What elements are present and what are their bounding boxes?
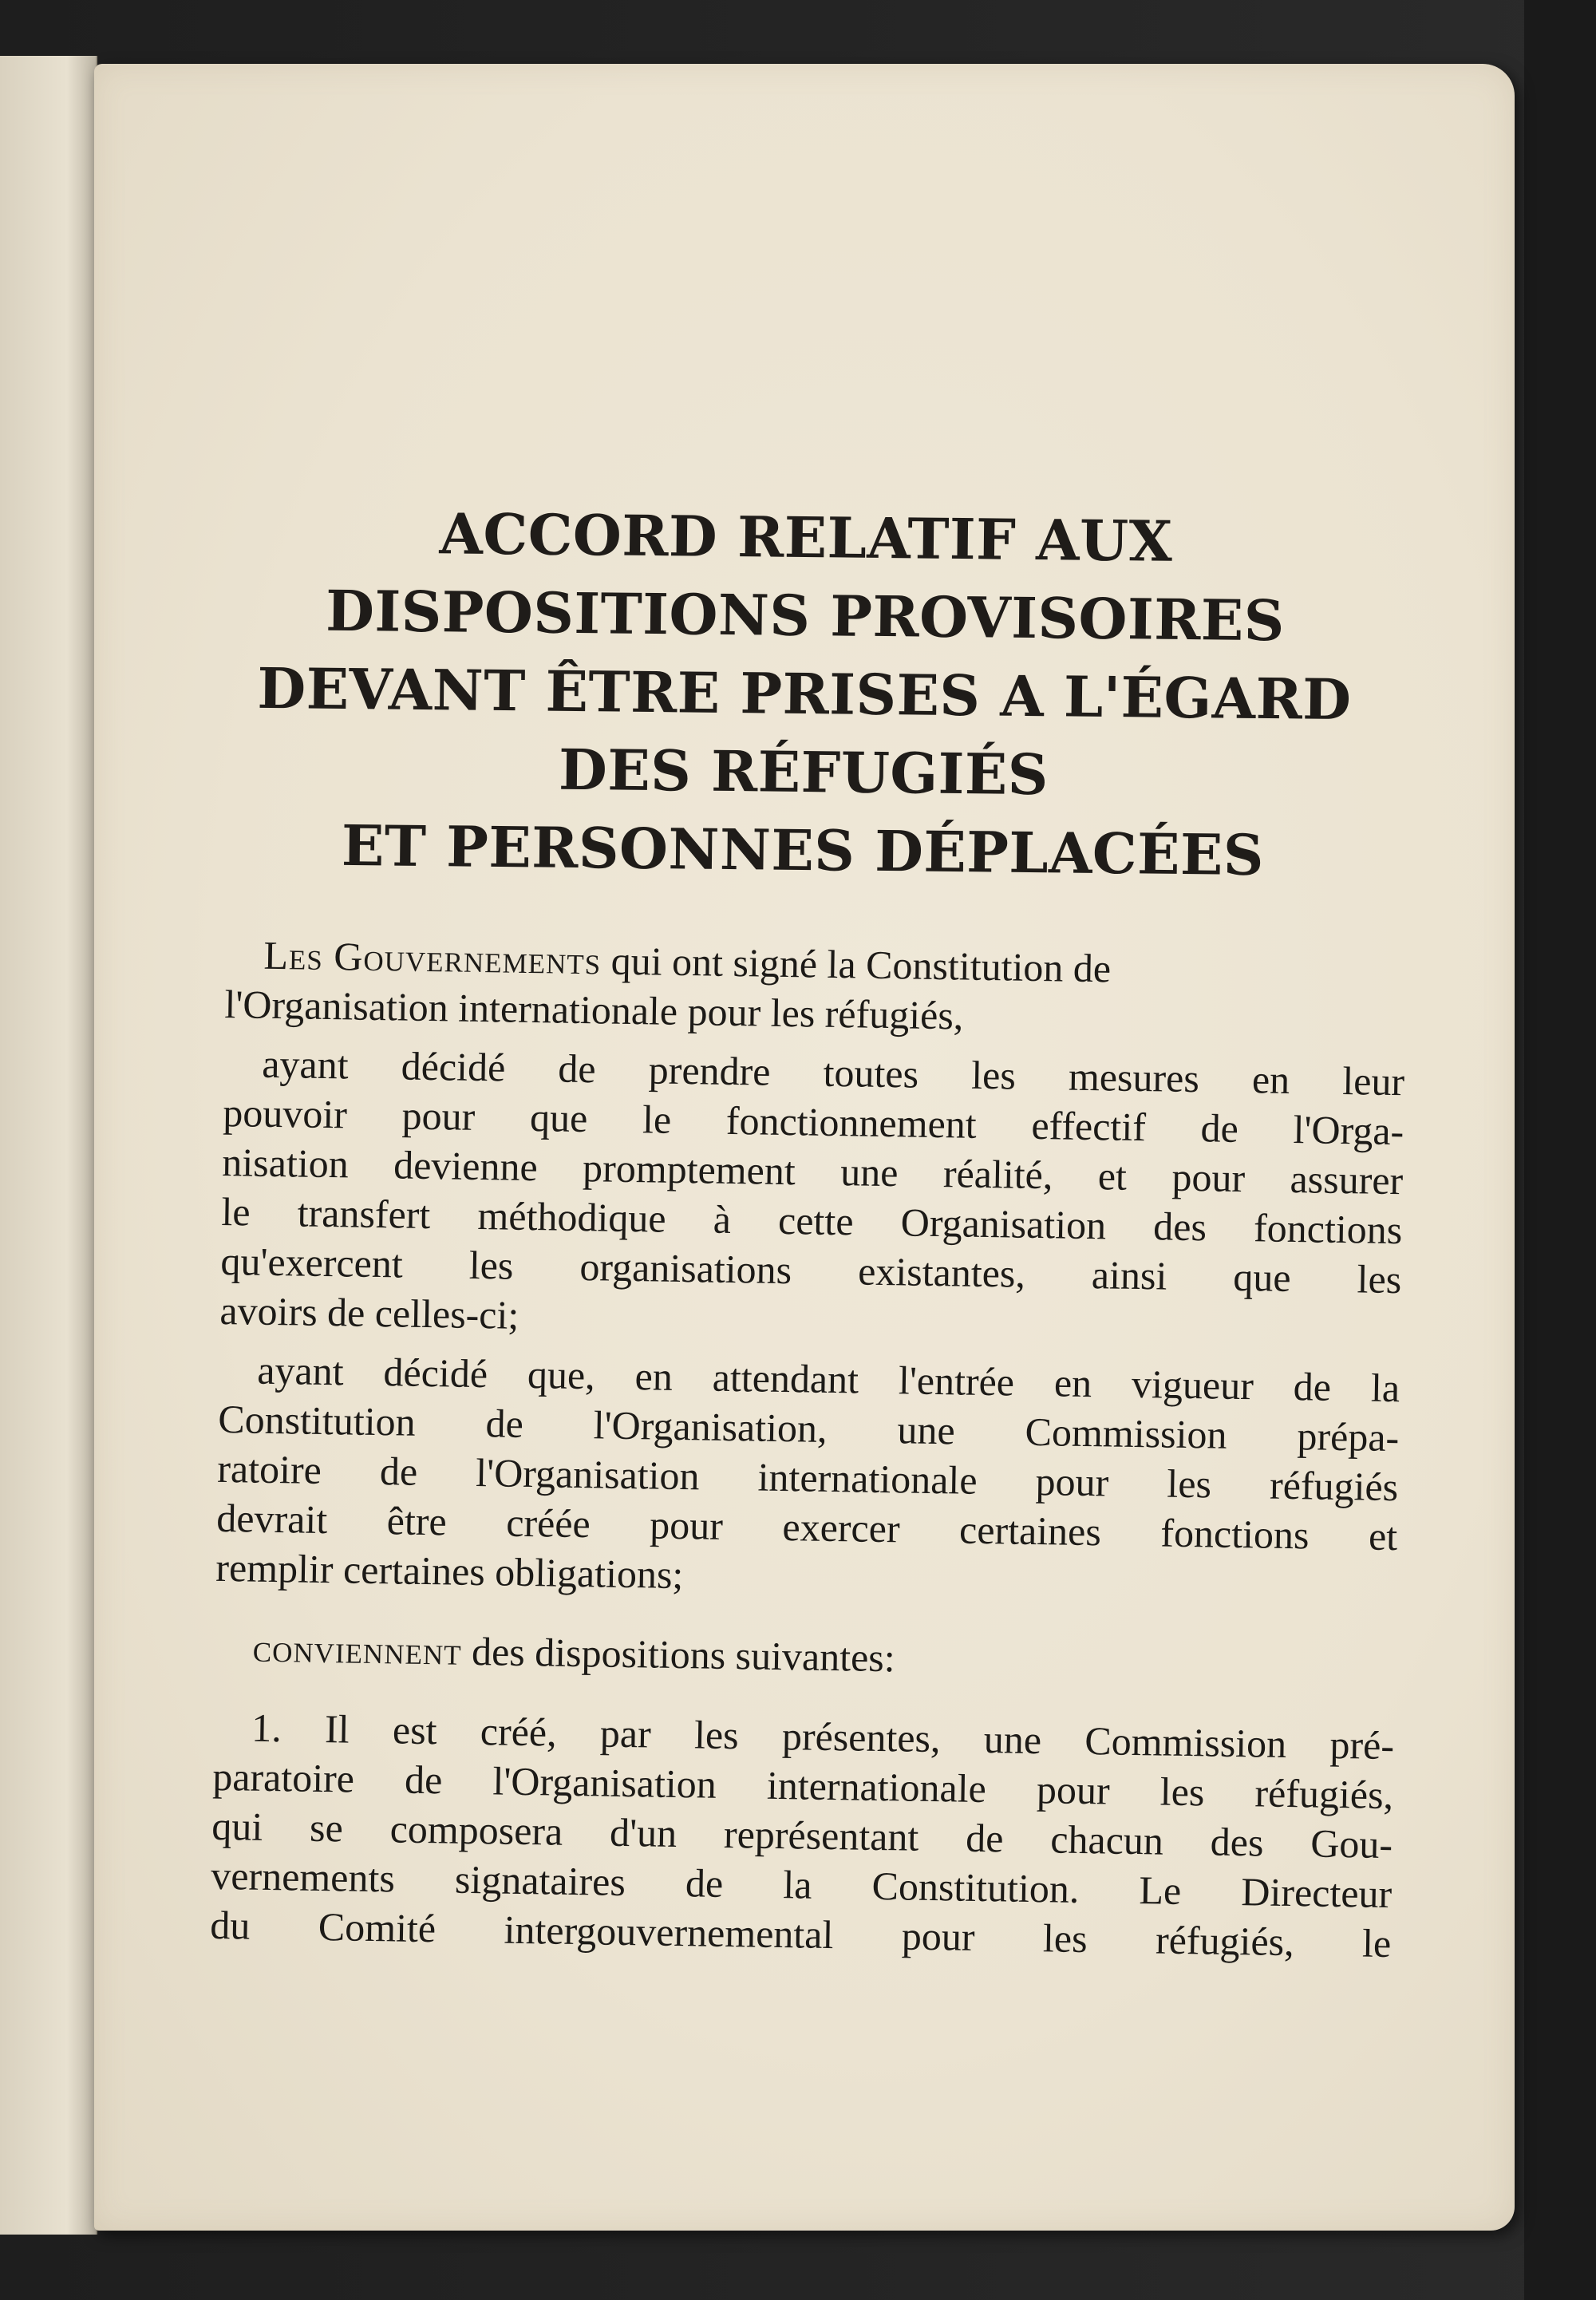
paragraph-line: nisation devienne promptement une réalité, et pour assurer	[221, 1139, 1404, 1203]
title-line: ACCORD RELATIF AUX	[439, 500, 1173, 575]
paragraph-line: pouvoir pour que le fonctionnement effectif de l'Orga-	[222, 1089, 1404, 1154]
paragraph-line: Constitution de l'Organisation, une Commission prépa-	[217, 1396, 1400, 1460]
paragraph-line: remplir certaines obligations;	[215, 1544, 684, 1598]
paragraph-line: vernements signataires de la Constitution. Le Directeur	[210, 1852, 1393, 1917]
document-page	[94, 64, 1515, 2231]
paragraph-line: paratoire de l'Organisation internationale pour les réfugiés,	[211, 1753, 1394, 1818]
title-line: DISPOSITIONS PROVISOIRES	[325, 577, 1286, 654]
paragraph-line: le transfert méthodique à cette Organisation des fonctions	[221, 1188, 1403, 1253]
paragraph-line: ratoire de l'Organisation internationale pour les réfugiés	[216, 1445, 1399, 1510]
paragraph-line: avoirs de celles-ci;	[219, 1287, 519, 1338]
paragraph-line: 1. Il est créé, par les présentes, une Commission pré-	[251, 1705, 1395, 1768]
paragraph-line: du Comité intergouvernemental pour les réfugiés, le	[209, 1902, 1392, 1966]
paragraph-line: conviennent des dispositions suivantes:	[214, 1622, 1396, 1690]
paragraph-line: l'Organisation internationale pour les réfugiés,	[224, 981, 964, 1038]
paragraph-line: devrait être créée pour exercer certaines fonctions et	[215, 1495, 1398, 1559]
title-line: ET PERSONNES DÉPLACÉES	[341, 812, 1265, 889]
show-through-text	[230, 279, 1411, 388]
scan-background	[1524, 0, 1596, 2300]
paragraph-line: ayant décidé de prendre toutes les mesures en leur	[261, 1041, 1405, 1105]
paragraph-line: Les Gouvernements qui ont signé la Constitution de	[263, 932, 1112, 991]
title-line: DES RÉFUGIÉS	[558, 736, 1049, 808]
document-body	[210, 930, 1407, 1968]
document-title	[92, 492, 1516, 898]
paragraph-lead: conviennent	[252, 1625, 463, 1674]
previous-page-edge	[0, 56, 97, 2235]
paragraph-line: ayant décidé que, en attendant l'entrée en vigueur de la	[256, 1347, 1400, 1411]
paragraph-line: qui se composera d'un représentant de chacun des Gou-	[211, 1803, 1393, 1867]
paragraph-lead: Les Gouvernements	[263, 932, 602, 983]
title-line: DEVANT ÊTRE PRISES A L'ÉGARD	[257, 654, 1352, 733]
paragraph-line: qu'exercent les organisations existantes, ainsi que les	[220, 1238, 1402, 1302]
